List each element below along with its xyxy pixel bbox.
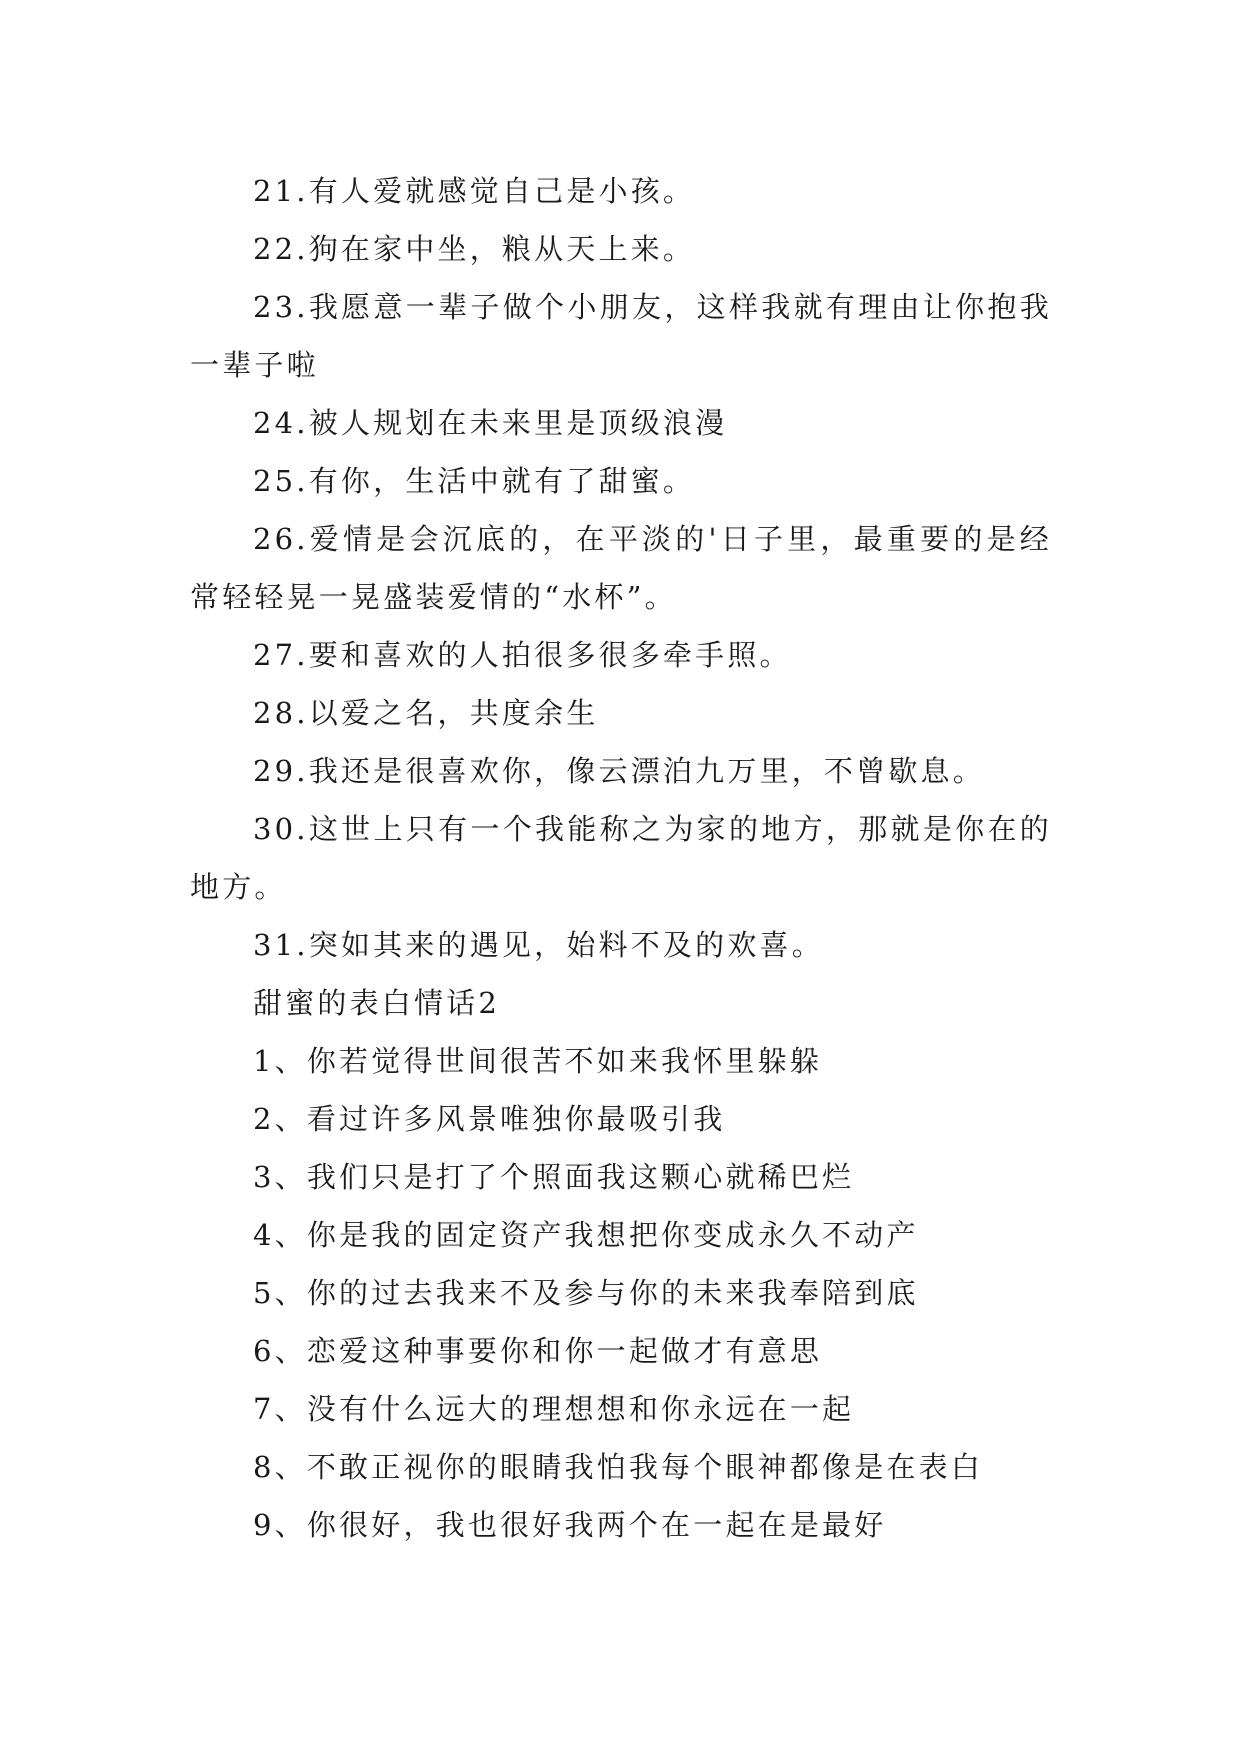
list-item-4: 4、你是我的固定资产我想把你变成永久不动产: [253, 1218, 919, 1252]
list-item-8: 8、不敢正视你的眼睛我怕我每个眼神都像是在表白: [253, 1450, 984, 1484]
section-heading: 甜蜜的表白情话2: [253, 986, 501, 1020]
list-item-9: 9、你很好，我也很好我两个在一起在是最好: [253, 1508, 887, 1542]
paragraph-31: 31.突如其来的遇见，始料不及的欢喜。: [253, 928, 824, 962]
paragraph-24: 24.被人规划在未来里是顶级浪漫: [253, 406, 728, 440]
list-item-1: 1、你若觉得世间很苦不如来我怀里躲躲: [253, 1044, 823, 1078]
paragraph-28: 28.以爱之名，共度余生: [253, 696, 599, 730]
paragraph-22: 22.狗在家中坐，粮从天上来。: [253, 232, 696, 266]
list-item-3: 3、我们只是打了个照面我这颗心就稀巴烂: [253, 1160, 855, 1194]
paragraph-27: 27.要和喜欢的人拍很多很多牵手照。: [253, 638, 792, 672]
paragraph-25: 25.有你，生活中就有了甜蜜。: [253, 464, 696, 498]
list-item-6: 6、恋爱这种事要你和你一起做才有意思: [253, 1334, 823, 1368]
paragraph-30: 30.这世上只有一个我能称之为家的地方，那就是你在的地方。: [190, 812, 1052, 904]
paragraph-23: 23.我愿意一辈子做个小朋友，这样我就有理由让你抱我一辈子啦: [190, 290, 1052, 382]
list-item-2: 2、看过许多风景唯独你最吸引我: [253, 1102, 726, 1136]
paragraph-26: 26.爱情是会沉底的，在平淡的'日子里，最重要的是经常轻轻晃一晃盛装爱情的“水杯”。: [190, 522, 1052, 614]
list-item-7: 7、没有什么远大的理想想和你永远在一起: [253, 1392, 855, 1426]
list-item-5: 5、你的过去我来不及参与你的未来我奉陪到底: [253, 1276, 919, 1310]
paragraph-29: 29.我还是很喜欢你，像云漂泊九万里，不曾歇息。: [253, 754, 985, 788]
document-body: [190, 162, 1052, 1554]
paragraph-21: 21.有人爱就感觉自己是小孩。: [253, 174, 696, 208]
